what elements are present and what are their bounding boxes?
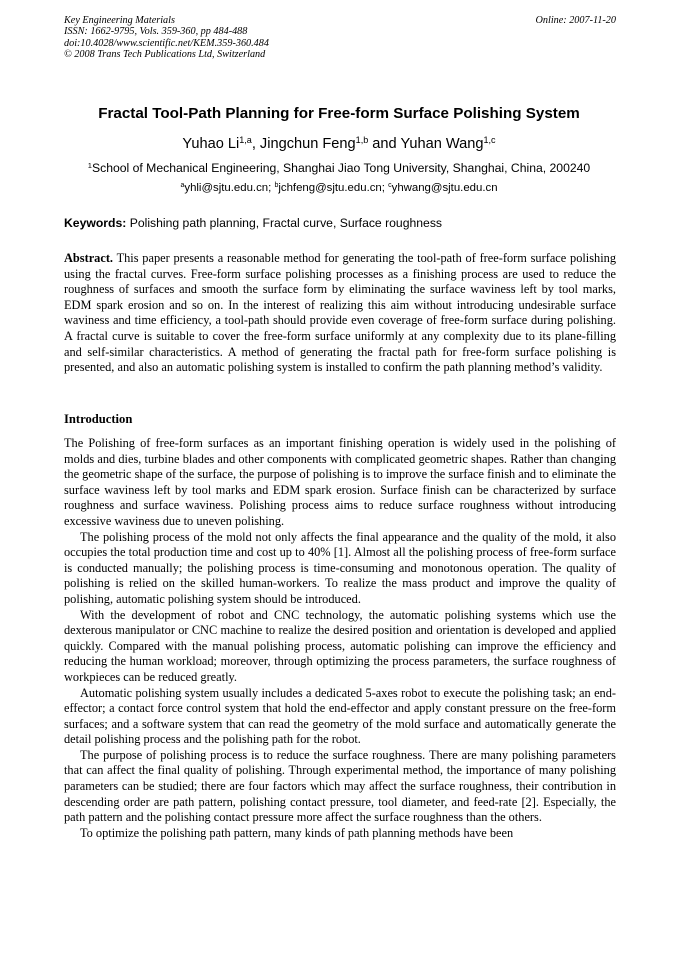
email-address: jchfeng@sjtu.edu.cn; <box>278 182 389 194</box>
author-list <box>40 136 638 152</box>
paragraph: The purpose of polishing process is to reduce the surface roughness. There are many polishing parameters that can affect the final quality of polishing. Through experimental method, the importance of many polishing parameters can be studied; there are four factors which may affect the surface roughness, their contribution in descending order are path pattern, polishing contact pressure, tool diameter, and feed-rate [2]. Especially, the path pattern and the polishing contact pressure more affect the surface roughness than the others. <box>64 747 616 825</box>
affiliation-superscript: 1 <box>87 160 92 170</box>
author-name: Jingchun Feng <box>259 136 356 152</box>
paper-title: Fractal Tool-Path Planning for Free-form Surface Polishing System <box>98 105 580 122</box>
email-superscript: a <box>180 182 185 190</box>
abstract-text: This paper presents a reasonable method for generating the tool-path of free-form surface polishing using the fractal curves. Free-form surface polishing processes as a finishing process are used to reduce the roughness of surfaces and smooth the surface form by eliminating the surface waviness left by tool marks, EDM spark erosion and so on. In the interest of realizing this aim without introducing undesirable surface waviness and time efficiency, a tool-path should provide even coverage of free-form surface during polishing. A fractal curve is suitable to cover the free-form surface uniformly at any complexity due to its plane-filling and self-similar characteristics. A method of generating the fractal path for free-form surface polishing is presented, and also an automatic polishing system is installed to confirm the path planning method’s validity. <box>64 251 616 375</box>
online-date: Online: 2007-11-20 <box>535 15 616 26</box>
author-name: Yuhao Li <box>182 136 240 152</box>
abstract <box>64 251 616 376</box>
paragraph: The polishing process of the mold not only affects the final appearance and the quality of the mold, it also occupies the total production time and cost up to 40% [1]. Almost all the polishing process of free-form surface is conducted manually; the polishing process is time-consuming and monotonous operation. The quality of polishing is relied on the skilled human-workers. To realize the mass product and improve the quality of polishing, automatic polishing system should be introduced. <box>64 529 616 606</box>
paragraph: The Polishing of free-form surfaces as an important finishing operation is widely used in the polishing of molds and dies, turbine blades and other components with complicated geometric shapes. Rather than changing the geometric shape of the surface, the purpose of polishing is to improve the surface finish and to eliminate the surface waviness left by tool marks and EDM spark erosion. Surface finish can be characterized by surface roughness and surface waviness. Polishing process aims to reduce surface roughness without introducing excessive waviness due to uneven polishing. <box>64 436 616 528</box>
journal-name: Key Engineering Materials <box>64 15 175 26</box>
author-superscript: 1,c <box>483 135 496 146</box>
email-address: yhli@sjtu.edu.cn; <box>184 182 275 194</box>
abstract-label: Abstract. <box>64 251 114 265</box>
author-separator: and <box>368 136 401 152</box>
section-heading-introduction: Introduction <box>64 412 133 426</box>
paragraph: To optimize the polishing path pattern, many kinds of path planning methods have been <box>80 825 514 840</box>
author-superscript: 1,b <box>355 135 369 146</box>
keywords <box>64 216 616 230</box>
email-superscript: c <box>388 182 392 190</box>
issn-line: ISSN: 1662-9795, Vols. 359-360, pp 484-488 <box>64 26 248 38</box>
affiliation <box>40 161 638 175</box>
copyright-line: © 2008 Trans Tech Publications Ltd, Switzerland <box>64 48 266 60</box>
author-superscript: 1,a <box>239 135 252 146</box>
email-superscript: b <box>274 182 279 190</box>
email-address: yhwang@sjtu.edu.cn <box>391 182 498 194</box>
author-name: Yuhan Wang <box>400 136 484 152</box>
introduction-body <box>64 436 616 841</box>
affiliation-text: School of Mechanical Engineering, Shanghai Jiao Tong University, Shanghai, China, 200240 <box>91 161 591 175</box>
journal-header <box>64 15 616 60</box>
author-separator: , <box>251 136 260 152</box>
doi-line: doi:10.4028/www.scientific.net/KEM.359-360.484 <box>64 37 269 49</box>
keywords-label: Keywords: <box>64 216 127 230</box>
paragraph: With the development of robot and CNC technology, the automatic polishing systems which use the dexterous manipulator or CNC machine to realize the desired position and orientation is developed and applied quickly. Compared with the manual polishing process, automatic polishing can improve the efficiency and reducing the human workload; moreover, through optimizing the process parameters, the surface roughness of workpieces can be reduced greatly. <box>64 607 616 684</box>
keywords-text: Polishing path planning, Fractal curve, Surface roughness <box>126 216 443 230</box>
email-list <box>40 182 638 194</box>
paragraph: Automatic polishing system usually includes a dedicated 5-axes robot to execute the polishing task; an end-effector; a contact force control system that hold the end-effector and apply constant pressure on the free-form surfaces; and a software system that can read the geometry of the mold surface and automatically generate the detail polishing process and the polishing path for the robot. <box>64 685 616 747</box>
